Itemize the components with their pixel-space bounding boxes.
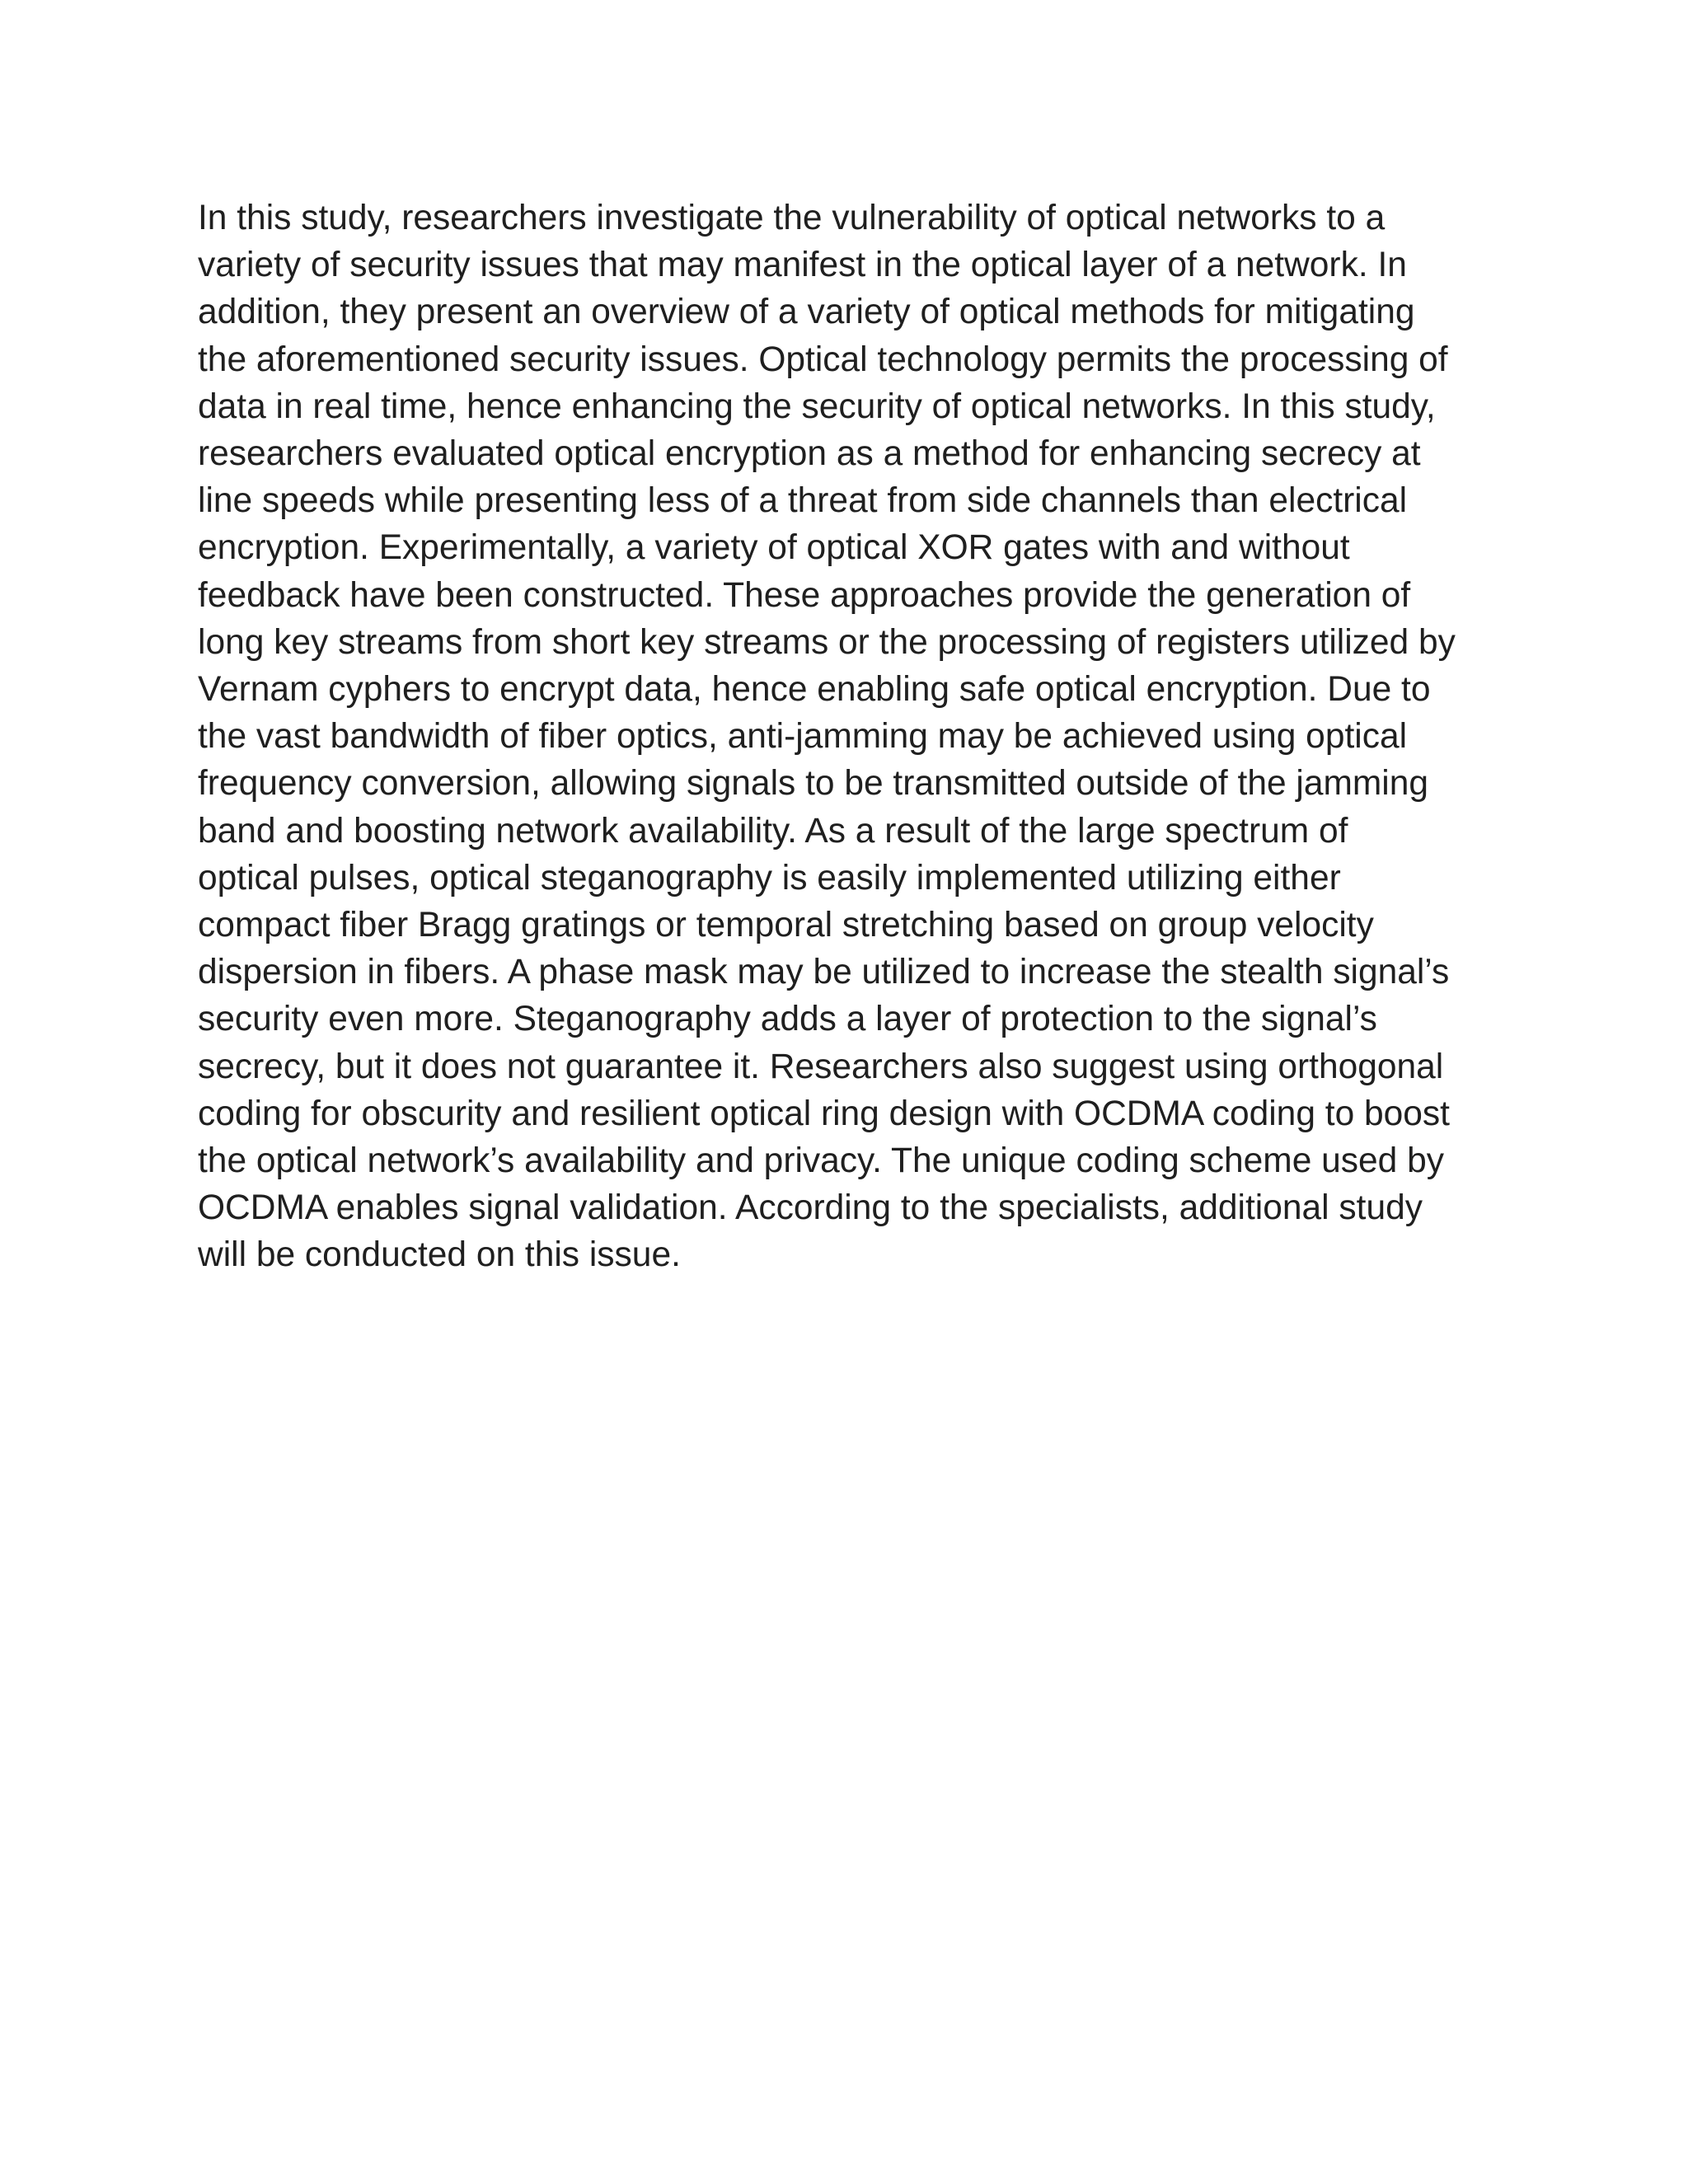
paragraph-line: the optical network’s availability and privacy. The unique coding scheme used by xyxy=(198,1141,1444,1181)
paragraph-line: In this study, researchers investigate the vulnerability of optical networks to a xyxy=(198,199,1386,237)
paragraph-line: addition, they present an overview of a variety of optical methods for mitigating xyxy=(198,293,1415,332)
paragraph-line: data in real time, hence enhancing the security of optical networks. In this study, xyxy=(198,387,1436,426)
paragraph-line: dispersion in fibers. A phase mask may be utilized to increase the stealth signal’s xyxy=(198,953,1450,992)
paragraph-line: optical pulses, optical steganography is easily implemented utilizing either xyxy=(198,858,1341,898)
paragraph-line: variety of security issues that may manifest in the optical layer of a network. In xyxy=(198,246,1407,285)
paragraph-line: Vernam cyphers to encrypt data, hence enabling safe optical encryption. Due to xyxy=(198,670,1431,710)
paragraph-line: researchers evaluated optical encryption as a method for enhancing secrecy at xyxy=(198,434,1421,474)
paragraph-line: will be conducted on this issue. xyxy=(198,1235,681,1275)
body-paragraph xyxy=(198,194,1517,1279)
paragraph-line: band and boosting network availability. As a result of the large spectrum of xyxy=(198,811,1348,851)
paragraph-line: frequency conversion, allowing signals to be transmitted outside of the jamming xyxy=(198,764,1429,804)
paragraph-line: line speeds while presenting less of a threat from side channels than electrical xyxy=(198,481,1408,521)
paragraph-line: the vast bandwidth of fiber optics, anti-jamming may be achieved using optical xyxy=(198,717,1408,757)
paragraph-line: OCDMA enables signal validation. According to the specialists, additional study xyxy=(198,1188,1423,1228)
paragraph-line: the aforementioned security issues. Optical technology permits the processing of xyxy=(198,340,1448,379)
paragraph-line: long key streams from short key streams or the processing of registers utilized by xyxy=(198,622,1456,662)
paragraph-line: encryption. Experimentally, a variety of optical XOR gates with and without xyxy=(198,528,1350,568)
paragraph-line: compact fiber Bragg gratings or temporal stretching based on group velocity xyxy=(198,906,1374,945)
paragraph-line: coding for obscurity and resilient optical ring design with OCDMA coding to boost xyxy=(198,1094,1450,1133)
paragraph-line: security even more. Steganography adds a layer of protection to the signal’s xyxy=(198,1000,1377,1039)
paragraph-line: feedback have been constructed. These approaches provide the generation of xyxy=(198,575,1411,615)
paragraph-line: secrecy, but it does not guarantee it. Researchers also suggest using orthogonal xyxy=(198,1047,1444,1086)
